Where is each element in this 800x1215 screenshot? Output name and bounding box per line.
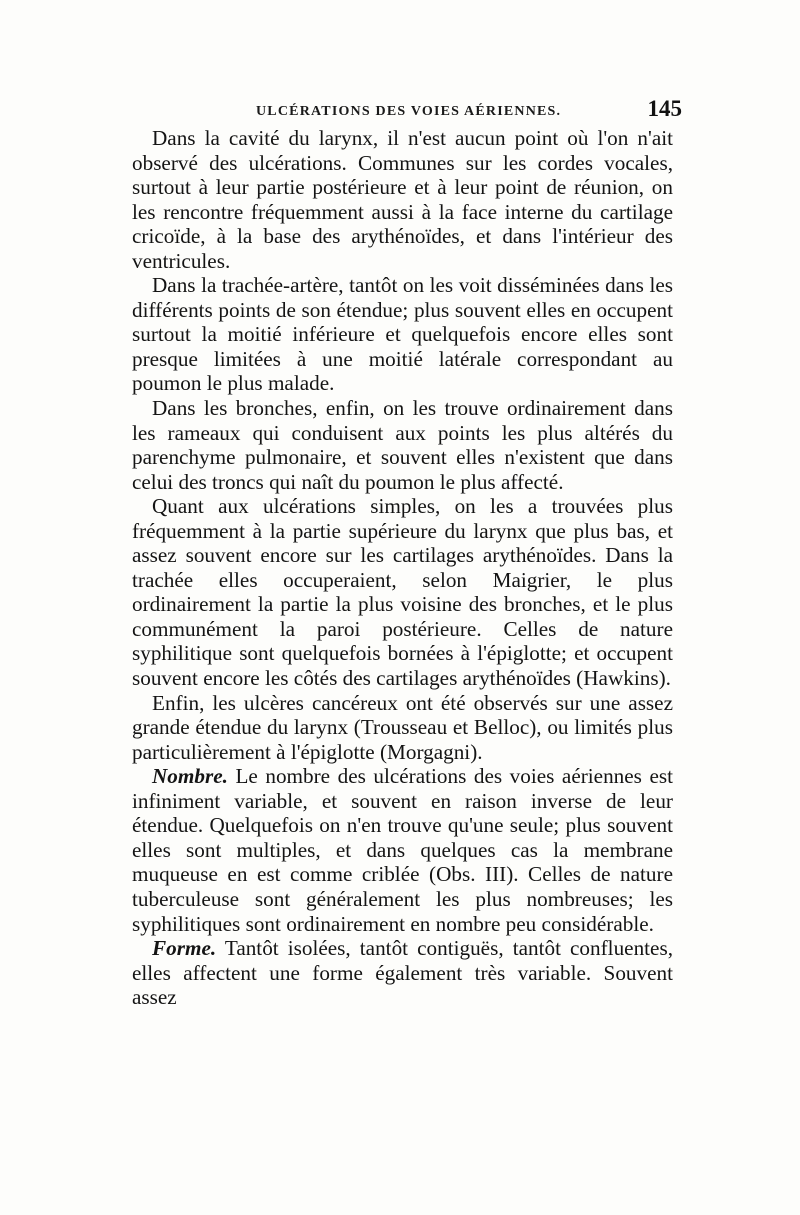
paragraph-forme: [132, 936, 673, 1010]
paragraph-text: Quant aux ulcérations simples, on les a trouvées plus fréquemment à la partie supérieure du larynx que plus bas, et assez souvent encore sur les cartilages arythénoïdes. Dans la trachée elles occuperaient, selon Maigrier, le plus ordinairement la partie la plus voisine des bronches, et le plus communément la paroi postérieure. Celles de nature syphilitique sont quelquefois bornées à l'épiglotte; et occupent souvent encore les côtés des cartilages arythénoïdes (Hawkins).: [132, 494, 673, 691]
paragraph-simple-ulcerations: [132, 494, 673, 690]
paragraph-text: Dans les bronches, enfin, on les trouve ordinairement dans les rameaux qui conduisent aux points les plus altérés du parenchyme pulmonaire, et souvent elles n'existent que dans celui des troncs qui naît du poumon le plus affecté.: [132, 396, 673, 494]
paragraph-text: Tantôt isolées, tantôt contiguës, tantôt confluentes, elles affectent une forme également très variable. Souvent assez: [132, 936, 673, 1010]
paragraph-nombre: [132, 764, 673, 936]
page-header: [134, 96, 684, 126]
paragraph-text: Enfin, les ulcères cancéreux ont été observés sur une assez grande étendue du larynx (Trousseau et Belloc), ou limités plus particulièrement à l'épiglotte (Morgagni).: [132, 690, 673, 764]
body-text: [132, 126, 673, 1010]
paragraph-cancerous-ulcers: [132, 691, 673, 765]
section-term-nombre: Nombre.: [152, 764, 228, 789]
paragraph-bronchi: [132, 396, 673, 494]
paragraph-larynx: [132, 126, 673, 273]
paragraph-text: Dans la trachée-artère, tantôt on les voit disséminées dans les différents points de son étendue; plus souvent elles en occupent surtout la moitié inférieure et quelquefois encore elles sont presque limitées à une moitié latérale correspondant au poumon le plus malade.: [132, 273, 673, 396]
paragraph-trachea: [132, 273, 673, 396]
section-term-forme: Forme.: [152, 936, 217, 961]
running-head: ULCÉRATIONS DES VOIES AÉRIENNES.: [256, 104, 562, 119]
paragraph-text: Le nombre des ulcérations des voies aériennes est infiniment variable, et souvent en raison inverse de leur étendue. Quelquefois on n'en trouve qu'une seule; plus souvent elles sont multiples, et dans quelques cas la membrane muqueuse en est comme criblée (Obs. III). Celles de nature tuberculeuse sont généralement les plus nombreuses; les syphilitiques sont ordinairement en nombre peu considérable.: [132, 764, 673, 936]
page-number: 145: [647, 96, 682, 121]
paragraph-text: Dans la cavité du larynx, il n'est aucun point où l'on n'ait observé des ulcérations. Communes sur les cordes vocales, surtout à leur partie postérieure et à leur point de réunion, on les rencontre fréquemment aussi à la face interne du cartilage cricoïde, à la base des arythénoïdes, et dans l'intérieur des ventricules.: [132, 126, 673, 273]
